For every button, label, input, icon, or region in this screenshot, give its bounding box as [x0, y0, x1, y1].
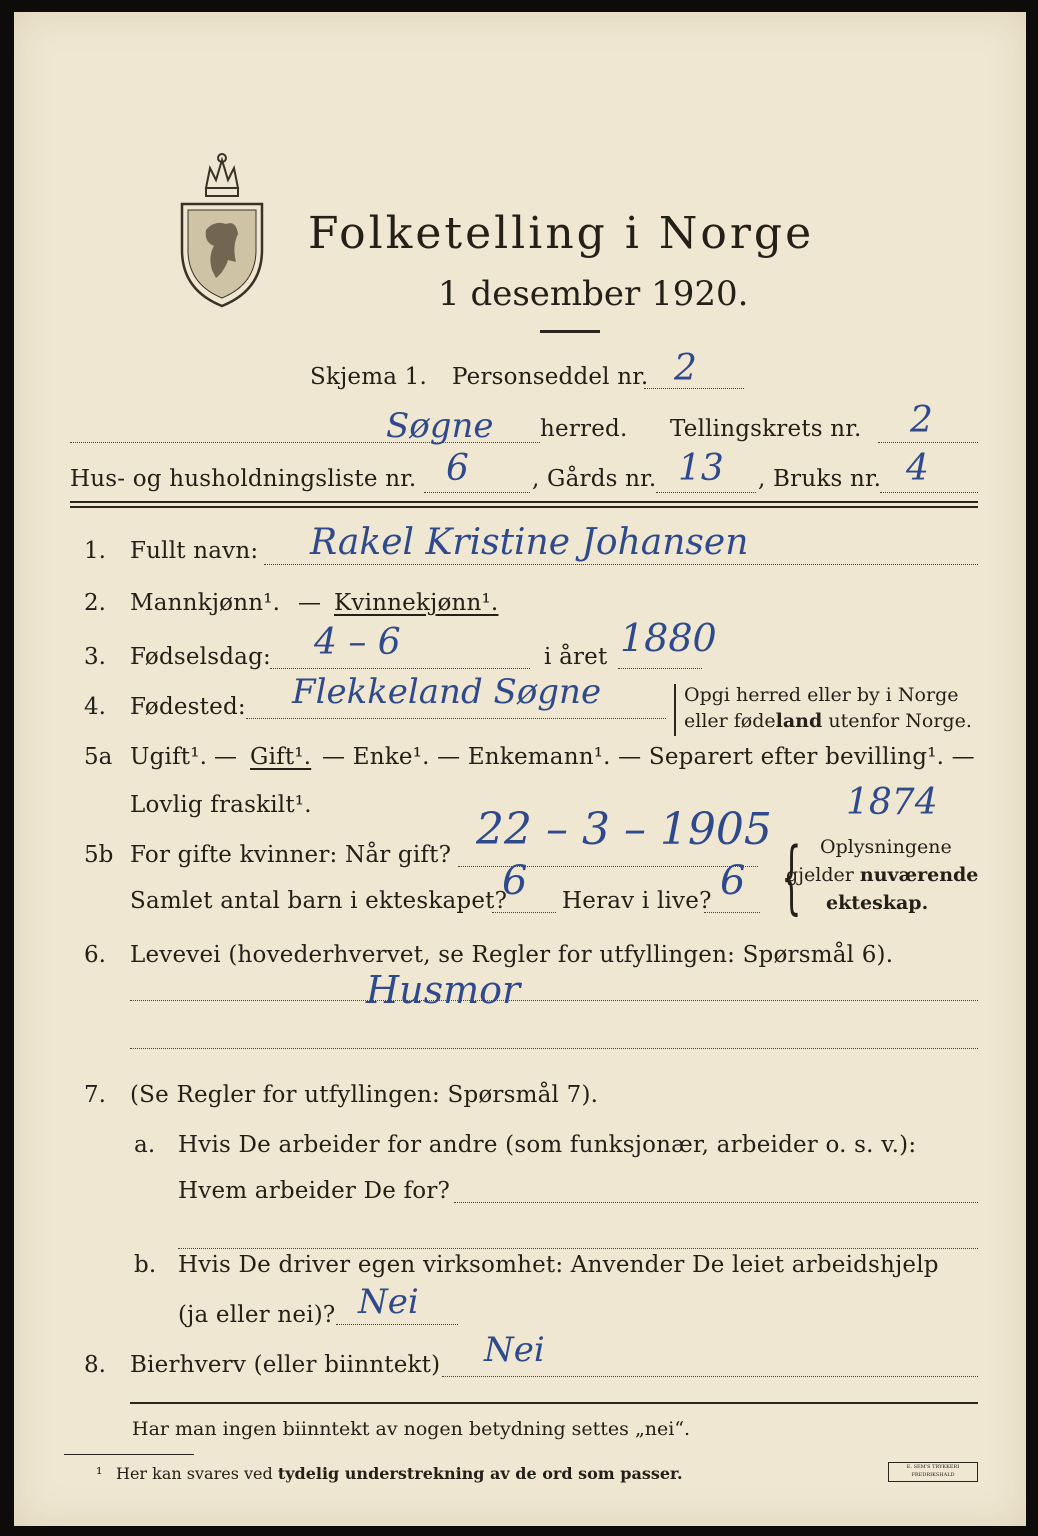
q4-note-line1: Opgi herred eller by i Norge: [684, 684, 959, 706]
q2-number: 2.: [84, 590, 106, 616]
census-form: [14, 12, 1026, 1526]
q7b-question: (ja eller nei)?: [178, 1302, 336, 1328]
husliste-label: Hus- og husholdningsliste nr.: [70, 466, 417, 492]
herred-label: herred.: [540, 416, 628, 442]
herred-value: Søgne: [386, 406, 494, 446]
q7-number: 7.: [84, 1082, 106, 1108]
husliste-field: [424, 492, 530, 493]
q5a-gift: Gift¹.: [250, 744, 312, 770]
q5b-alive-label: Herav i live?: [562, 888, 712, 914]
header-rule-1: [70, 501, 978, 503]
q6-value: Husmor: [366, 968, 521, 1012]
printer-stamp: E. SEM'S TRYKKERI FREDRIKSHALD: [888, 1462, 978, 1482]
q5b-extra-value: 1874: [846, 782, 938, 823]
q6-number: 6.: [84, 942, 106, 968]
tellingskrets-value: 2: [910, 400, 933, 441]
q5b-note-line2: gjelder nuværende: [786, 864, 979, 886]
q5b-alive-value: 6: [720, 858, 746, 904]
q4-note-line2: eller fødeland utenfor Norge.: [684, 710, 972, 732]
q7a-field-1: [454, 1202, 978, 1203]
q5b-married-label: For gifte kvinner: Når gift?: [130, 842, 452, 868]
q3-label: Fødselsdag:: [130, 644, 271, 670]
q1-label: Fullt navn:: [130, 538, 259, 564]
bruks-value: 4: [906, 448, 929, 489]
q4-field-line: [246, 718, 666, 719]
gards-label: , Gårds nr.: [532, 466, 657, 492]
q6-label: Levevei (hovederhvervet, se Regler for utfyllingen: Spørsmål 6).: [130, 942, 894, 968]
title-divider: [540, 330, 600, 333]
q5b-note-brace: {: [781, 830, 802, 923]
q6-field-1: [130, 1000, 978, 1001]
q5b-alive-field: [704, 912, 760, 913]
q5b-note-line3: ekteskap.: [826, 892, 929, 914]
footnote-rule: [64, 1454, 194, 1455]
q8-number: 8.: [84, 1352, 106, 1378]
coat-of-arms-icon: [176, 150, 268, 310]
q3-field: [270, 668, 530, 669]
q1-number: 1.: [84, 538, 106, 564]
footnote-mark: ¹: [96, 1464, 103, 1483]
q5a-ugift: Ugift¹.: [130, 744, 208, 770]
q5a-rest: — Enke¹. — Enkemann¹. — Separert efter bevilling¹. —: [322, 744, 975, 770]
q5b-married-value: 22 – 3 – 1905: [476, 804, 772, 855]
q5b-children-value: 6: [502, 858, 528, 904]
bruks-field: [880, 492, 978, 493]
q2-female: Kvinnekjønn¹.: [334, 590, 499, 616]
q5b-number: 5b: [84, 842, 114, 868]
q8-value: Nei: [484, 1330, 545, 1370]
q3-year-value: 1880: [620, 616, 717, 660]
q4-label: Fødested:: [130, 694, 246, 720]
q7b-text: Hvis De driver egen virksomhet: Anvender De leiet arbeidshjelp: [178, 1252, 939, 1278]
personseddel-label: Personseddel nr.: [452, 364, 649, 390]
footer-note: Har man ingen biinntekt av nogen betydning settes „nei“.: [132, 1418, 691, 1440]
q8-label: Bierhverv (eller biinntekt): [130, 1352, 441, 1378]
q1-field: [264, 564, 978, 565]
q2-male: Mannkjønn¹.: [130, 590, 281, 616]
q8-field: [442, 1376, 978, 1377]
q3-number: 3.: [84, 644, 106, 670]
q3-year-field: [618, 668, 702, 669]
personseddel-value: 2: [674, 348, 697, 389]
q7b-letter: b.: [134, 1252, 157, 1278]
schema-label: Skjema 1.: [310, 364, 428, 390]
q1-value: Rakel Kristine Johansen: [310, 522, 749, 563]
q5a-number: 5a: [84, 744, 113, 770]
q4-value: Flekkeland Søgne: [292, 672, 602, 712]
census-date: 1 desember 1920.: [438, 274, 749, 314]
footer-rule: [130, 1402, 978, 1404]
footnote-text: Her kan svares ved tydelig understrekning av de ord som passer.: [116, 1464, 683, 1483]
q2-dash: —: [298, 590, 322, 616]
tellingskrets-label: Tellingskrets nr.: [670, 416, 862, 442]
q3-value: 4 – 6: [314, 622, 401, 663]
q5a-dash: —: [214, 744, 238, 770]
q3-year-label: i året: [544, 644, 608, 670]
q5b-note-line1: Oplysningene: [820, 836, 952, 858]
q5b-children-label: Samlet antal barn i ekteskapet?: [130, 888, 508, 914]
q7b-value: Nei: [358, 1282, 419, 1322]
husliste-value: 6: [446, 448, 469, 489]
gards-value: 13: [678, 448, 724, 489]
q7-label: (Se Regler for utfyllingen: Spørsmål 7).: [130, 1082, 599, 1108]
q7a-field-2: [178, 1248, 978, 1249]
q7a-letter: a.: [134, 1132, 156, 1158]
header-rule-2: [70, 506, 978, 508]
q7a-text: Hvis De arbeider for andre (som funksjonær, arbeider o. s. v.):: [178, 1132, 917, 1158]
q4-number: 4.: [84, 694, 106, 720]
tellingskrets-field: [878, 442, 978, 443]
form-title: Folketelling i Norge: [308, 208, 815, 259]
q4-note-bracket: [674, 684, 676, 736]
q7a-question: Hvem arbeider De for?: [178, 1178, 451, 1204]
q6-field-2: [130, 1048, 978, 1049]
q5b-children-field: [492, 912, 556, 913]
q7b-field: [336, 1324, 458, 1325]
bruks-label: , Bruks nr.: [758, 466, 882, 492]
q5a-line2: Lovlig fraskilt¹.: [130, 792, 312, 818]
gards-field: [656, 492, 756, 493]
